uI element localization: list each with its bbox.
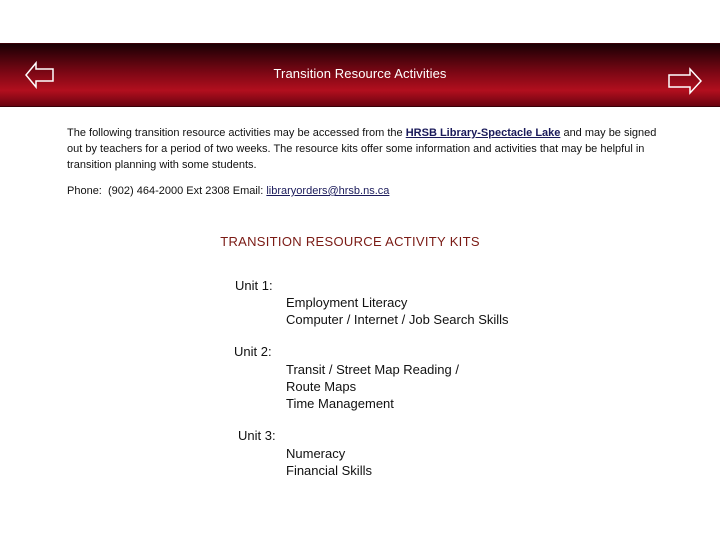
- unit-2-item: Route Maps: [286, 379, 357, 394]
- unit-2-item: Time Management: [286, 396, 394, 411]
- banner-title: Transition Resource Activities: [273, 66, 447, 81]
- contact-text: Phone: (902) 464-2000 Ext 2308 Email:: [67, 185, 267, 197]
- contact-line: [67, 183, 657, 199]
- unit-3-label: Unit 3:: [238, 428, 276, 443]
- unit-2-label: Unit 2:: [234, 344, 272, 359]
- next-arrow-icon[interactable]: [667, 66, 702, 96]
- unit-3-item: Numeracy: [286, 446, 346, 461]
- intro-text-before: The following transition resource activities may be accessed from the: [67, 127, 406, 139]
- intro-text-after: and may be signed out by teachers for a period of two weeks. The resource kits offer some information and activities that may be helpful in transition planning with some students.: [67, 127, 657, 171]
- intro-paragraph: [67, 125, 657, 173]
- unit-1-item: Employment Literacy: [286, 295, 408, 310]
- unit-1-item: Computer / Internet / Job Search Skills: [286, 312, 509, 327]
- unit-1-label: Unit 1:: [235, 278, 273, 293]
- title-banner: [0, 43, 720, 107]
- unit-3-item: Financial Skills: [286, 463, 372, 478]
- kits-heading: TRANSITION RESOURCE ACTIVITY KITS: [220, 234, 480, 249]
- library-link[interactable]: HRSB Library-Spectacle Lake: [405, 127, 561, 139]
- email-link[interactable]: libraryorders@hrsb.ns.ca: [266, 185, 390, 197]
- unit-2-item: Transit / Street Map Reading /: [286, 362, 459, 377]
